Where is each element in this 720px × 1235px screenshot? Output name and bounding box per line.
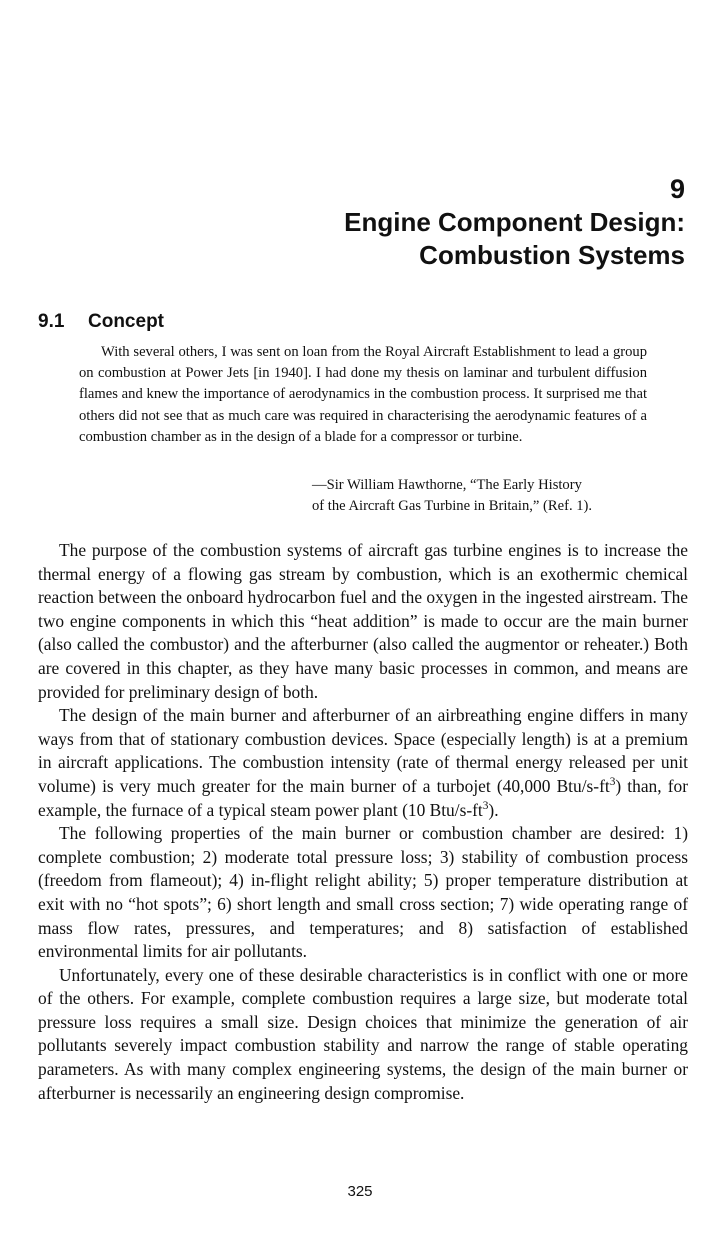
paragraph-1: The purpose of the combustion systems of aircraft gas turbine engines is to increase the thermal energy of a flowing gas stream by combustion, which is an exothermic chemical reaction between the onboard hydrocarbon fuel and the oxygen in the ingested airstream. The two engine components in which this “heat addition” is made to occur are the main burner (also called the combustor) and the afterburner (also called the augmentor or reheater.) Both are covered in this chapter, as they have many basic processes in common, and means are provided for preliminary design of both. bbox=[38, 540, 688, 702]
attribution-line-2: of the Aircraft Gas Turbine in Britain,” (Ref. 1). bbox=[312, 498, 593, 515]
body-text bbox=[38, 539, 688, 1105]
page-number: 325 bbox=[347, 1183, 373, 1200]
chapter-title-line-2: Combustion Systems bbox=[419, 240, 685, 270]
epigraph-attribution bbox=[312, 475, 592, 517]
attribution-line-1: —Sir William Hawthorne, “The Early History bbox=[312, 477, 582, 493]
chapter-number: 9 bbox=[669, 174, 685, 204]
section-heading bbox=[38, 310, 164, 334]
paragraph-3: The following properties of the main burner or combustion chamber are desired: 1) complete combustion; 2) moderate total pressure loss; 3) stability of combustion process (freedom from flameout); 4) in-flight relight ability; 5) proper temperature distribution at exit with no “hot spots”; 6) short length and small cross section; 7) wide operating range of mass flow rates, pressures, and temperatures; and 8) satisfaction of established environmental limits for air pollutants. bbox=[38, 823, 688, 962]
paragraph-2-part-b: ) than, for example, the furnace of a typical steam power plant (10 Btu/s-ft bbox=[38, 775, 688, 820]
paragraph-2-part-a: The design of the main burner and afterburner of an airbreathing engine differs in many ways from that of stationary combustion devices. Space (especially length) is at a premium in aircraft applications. The combustion intensity (rate of thermal energy released per unit volume) is very much greater for the main burner of a turbojet (40,000 Btu/s-ft bbox=[38, 705, 688, 796]
paragraph-4: Unfortunately, every one of these desirable characteristics is in conflict with one or more of the others. For example, complete combustion requires a large size, but moderate total pressure loss requires a small size. Design choices that minimize the generation of air pollutants severely impact combustion stability and narrow the range of stable operating parameters. As with many complex engineering systems, the design of the main burner or afterburner is necessarily an engineering design compromise. bbox=[38, 964, 688, 1103]
section-number: 9.1 bbox=[38, 311, 65, 332]
chapter-title-line-1: Engine Component Design: bbox=[344, 207, 685, 237]
superscript-cubed-2: 3 bbox=[482, 799, 489, 812]
paragraph-2 bbox=[38, 704, 688, 822]
epigraph bbox=[79, 342, 647, 448]
section-title: Concept bbox=[88, 311, 164, 332]
paragraph-2-part-c: ). bbox=[488, 799, 499, 820]
superscript-cubed-1: 3 bbox=[609, 776, 616, 789]
epigraph-text: With several others, I was sent on loan from the Royal Aircraft Establishment to lead a group on combustion at Power Jets [in 1940]. I had done my thesis on laminar and turbulent diffusion flames and knew the importance of aerodynamics in the combustion process. It surprised me that others did not see that as much care was required in characterising the aerodynamic features of a combustion chamber as in the design of a blade for a compressor or turbine. bbox=[79, 344, 647, 445]
chapter-heading bbox=[344, 172, 685, 272]
